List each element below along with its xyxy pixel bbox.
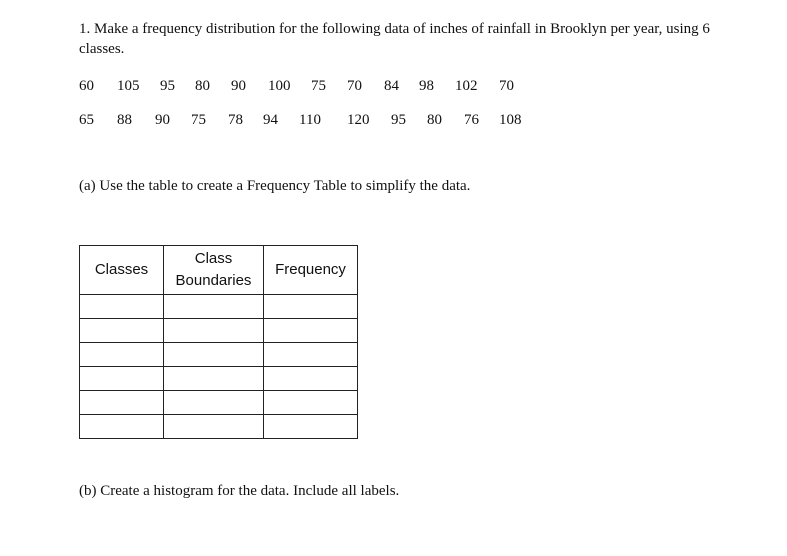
classes-cell[interactable] [80, 367, 164, 391]
data-value: 65 [79, 112, 94, 128]
data-value: 70 [499, 78, 514, 94]
table-row [80, 391, 358, 415]
table-header-row [80, 246, 358, 295]
class-boundaries-cell[interactable] [164, 415, 264, 439]
frequency-cell[interactable] [264, 295, 358, 319]
data-value: 84 [384, 78, 399, 94]
classes-cell[interactable] [80, 343, 164, 367]
frequency-cell[interactable] [264, 367, 358, 391]
table-row [80, 295, 358, 319]
class-boundaries-cell[interactable] [164, 367, 264, 391]
classes-cell[interactable] [80, 295, 164, 319]
class-boundaries-header-line1: Class [194, 250, 233, 267]
table-row [80, 319, 358, 343]
data-value: 80 [195, 78, 210, 94]
classes-header: Classes [80, 246, 164, 295]
frequency-header: Frequency [264, 246, 358, 295]
part-b-text: (b) Create a histogram for the data. Include all labels. [79, 483, 400, 499]
frequency-table [79, 245, 358, 439]
question-text: 1. Make a frequency distribution for the following data of inches of rainfall in Brooklyn per year, using 6 classes. [79, 21, 710, 57]
data-value: 60 [79, 78, 94, 94]
class-boundaries-cell[interactable] [164, 319, 264, 343]
data-value: 94 [263, 112, 278, 128]
data-value: 78 [228, 112, 243, 128]
data-value: 110 [299, 112, 321, 128]
classes-cell[interactable] [80, 391, 164, 415]
data-value: 102 [455, 78, 478, 94]
table-row [80, 415, 358, 439]
data-value: 95 [391, 112, 406, 128]
frequency-cell[interactable] [264, 415, 358, 439]
class-boundaries-cell[interactable] [164, 295, 264, 319]
data-value: 80 [427, 112, 442, 128]
class-boundaries-cell[interactable] [164, 391, 264, 415]
table-row [80, 343, 358, 367]
data-value: 108 [499, 112, 522, 128]
data-value: 75 [311, 78, 326, 94]
classes-cell[interactable] [80, 319, 164, 343]
data-value: 100 [268, 78, 291, 94]
frequency-cell[interactable] [264, 391, 358, 415]
data-value: 90 [155, 112, 170, 128]
class-boundaries-cell[interactable] [164, 343, 264, 367]
data-value: 88 [117, 112, 132, 128]
data-value: 76 [464, 112, 479, 128]
class-boundaries-header [164, 246, 264, 295]
data-value: 90 [231, 78, 246, 94]
table-row [80, 367, 358, 391]
class-boundaries-header-line2: Boundaries [175, 272, 252, 289]
classes-cell[interactable] [80, 415, 164, 439]
data-value: 95 [160, 78, 175, 94]
data-value: 98 [419, 78, 434, 94]
data-value: 70 [347, 78, 362, 94]
data-value: 105 [117, 78, 140, 94]
frequency-cell[interactable] [264, 319, 358, 343]
data-value: 75 [191, 112, 206, 128]
data-value: 120 [347, 112, 370, 128]
part-a-text: (a) Use the table to create a Frequency Table to simplify the data. [79, 178, 471, 194]
frequency-cell[interactable] [264, 343, 358, 367]
